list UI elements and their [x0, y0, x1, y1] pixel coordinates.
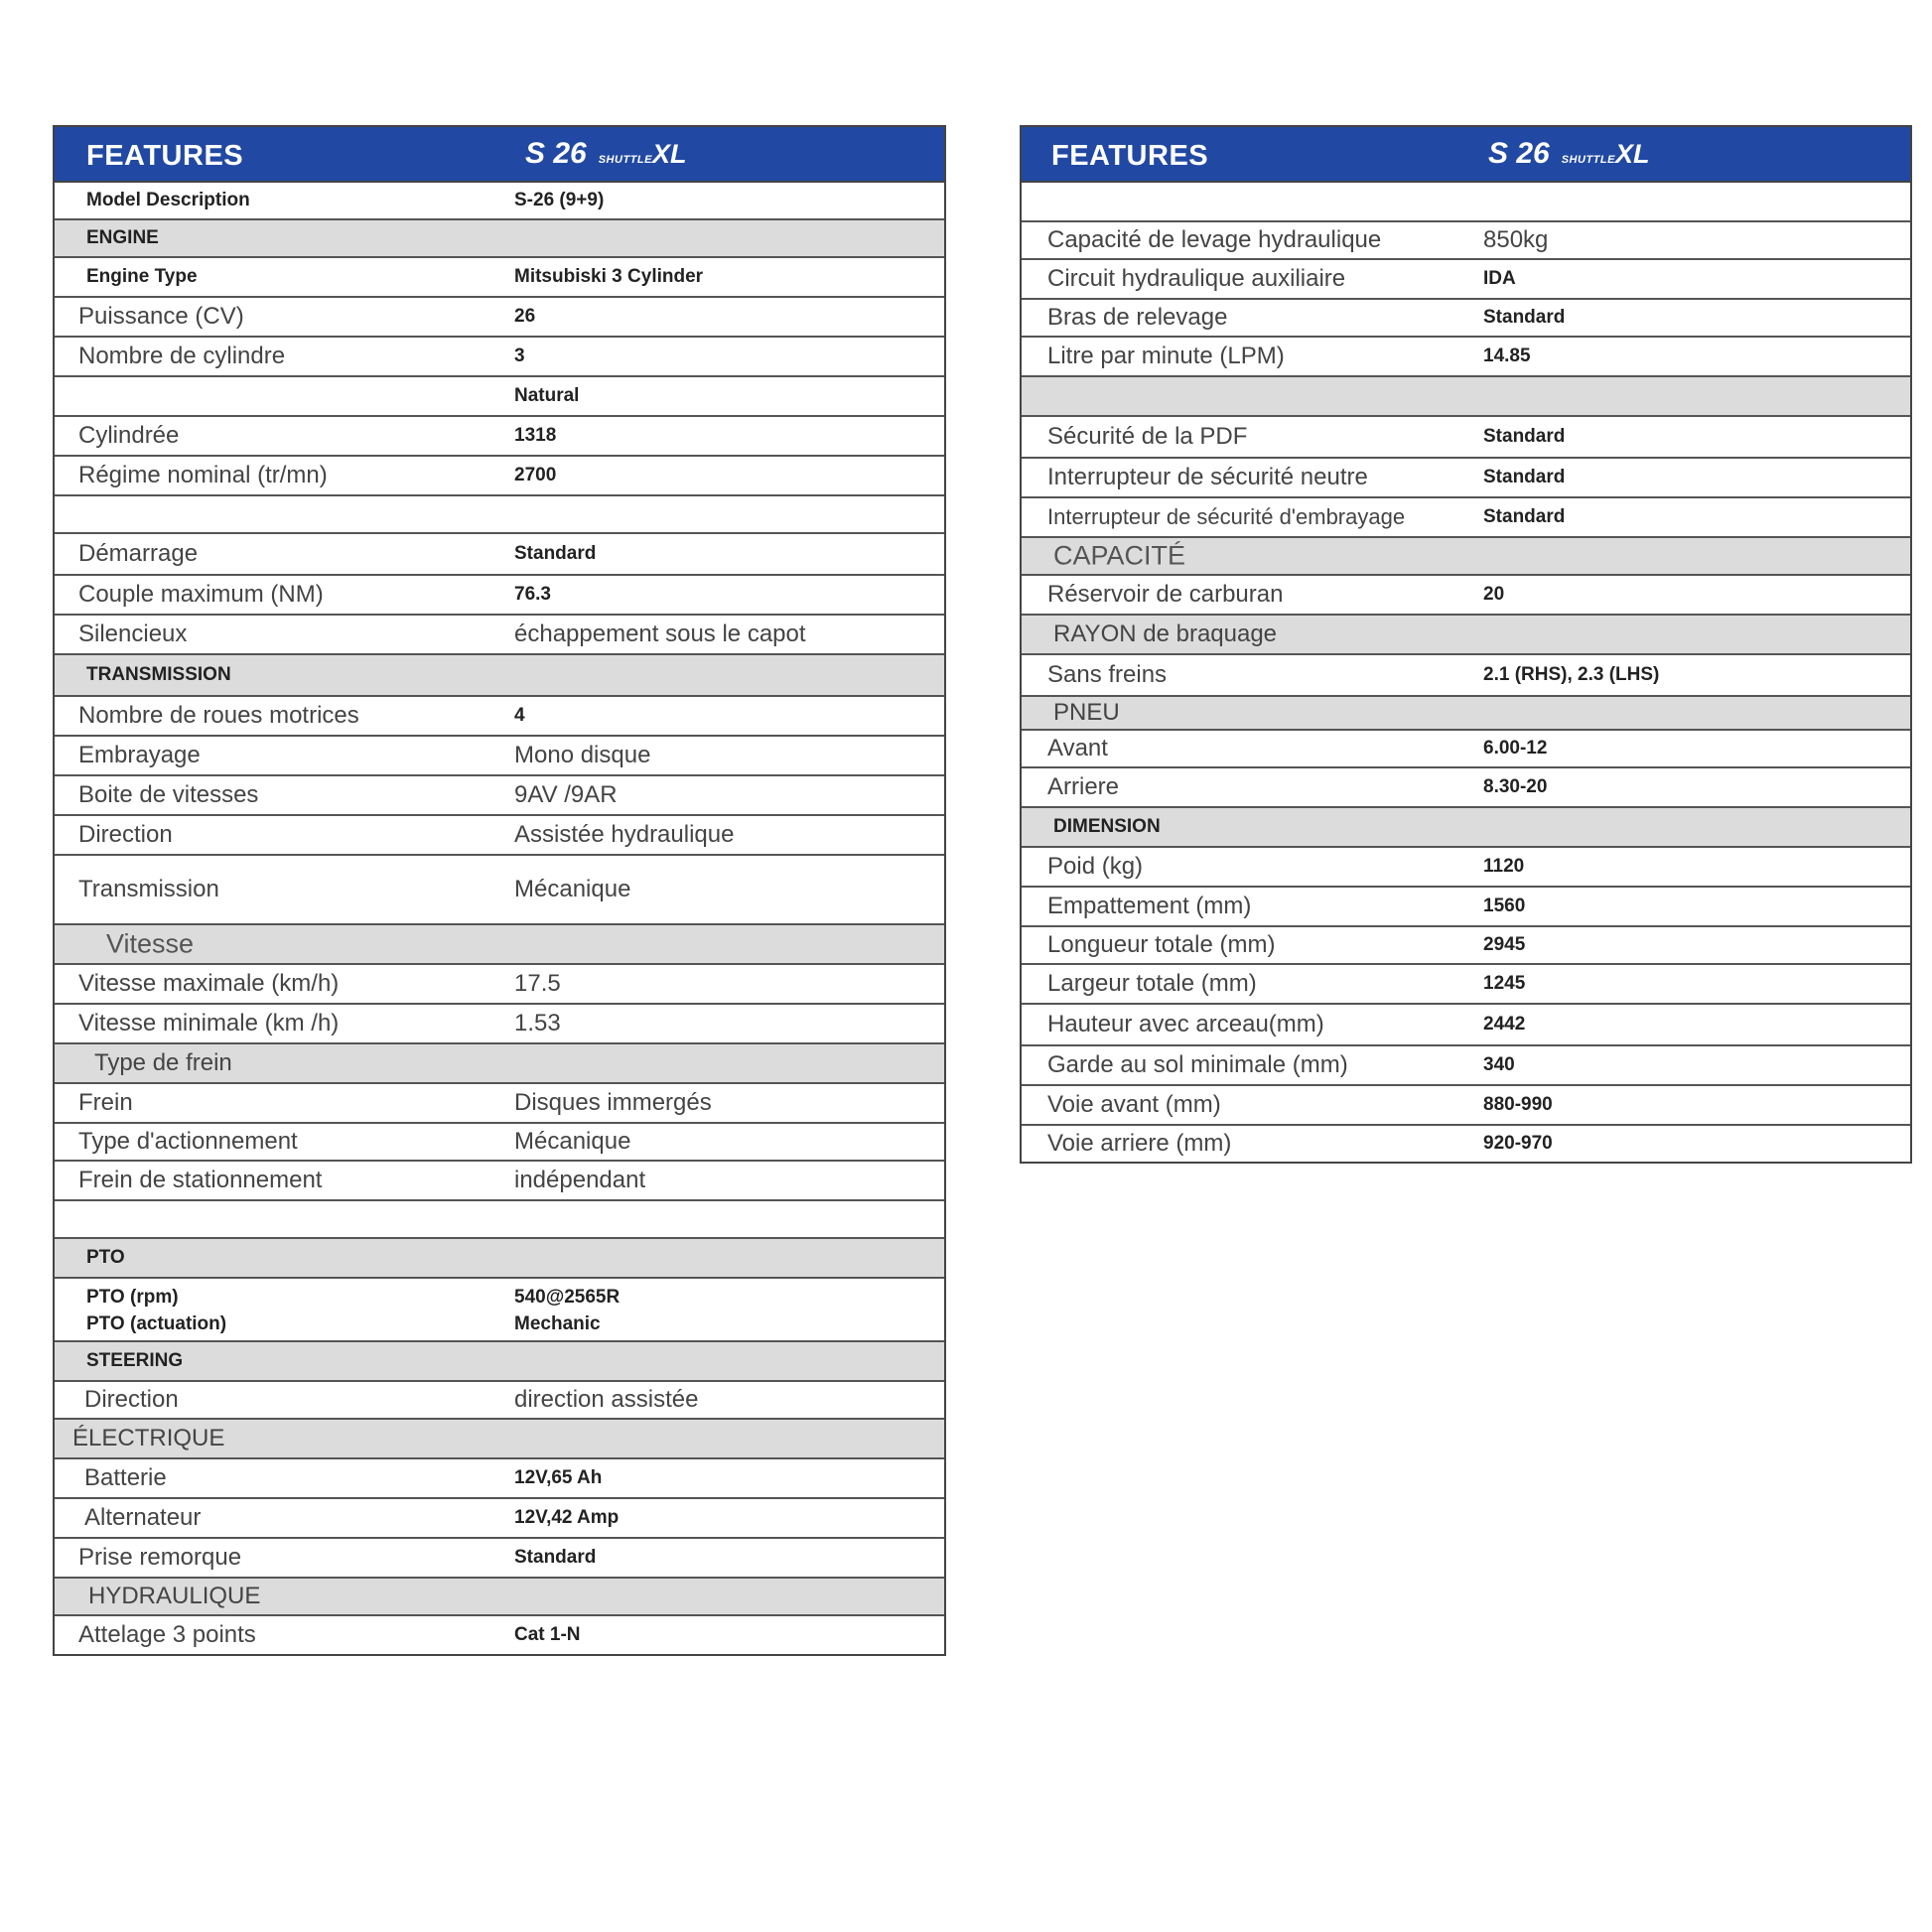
table-row	[55, 1459, 944, 1499]
row-label: Avant	[1047, 735, 1108, 761]
table-row	[55, 534, 944, 576]
row-label: Longueur totale (mm)	[1047, 931, 1276, 958]
row-label: Empattement (mm)	[1047, 893, 1252, 919]
row-label: Alternateur	[84, 1504, 202, 1531]
s26-shuttle-xl-logo: S 26 SHUTTLE XL	[525, 137, 687, 170]
row-value: Standard	[1483, 426, 1566, 447]
table-row	[1022, 927, 1910, 965]
row-label: Circuit hydraulique auxiliaire	[1047, 265, 1346, 292]
table-row	[55, 1539, 944, 1579]
row-label: Sans freins	[1047, 661, 1168, 688]
table-row	[1022, 965, 1910, 1005]
row-value: 850kg	[1483, 226, 1549, 253]
table-row	[55, 417, 944, 457]
table-row	[55, 183, 944, 220]
section-row	[1022, 697, 1910, 731]
row-value: Standard	[514, 543, 597, 564]
table-row	[55, 856, 944, 925]
table-row	[55, 965, 944, 1005]
row-label: Model Description	[86, 190, 250, 210]
row-value: 12V,65 Ah	[514, 1467, 603, 1488]
row-value: S-26 (9+9)	[514, 190, 605, 210]
row-value: 26	[514, 306, 536, 327]
s26-shuttle-xl-logo: S 26 SHUTTLE XL	[1488, 137, 1650, 170]
table-row	[55, 1382, 944, 1420]
row-value: 76.3	[514, 584, 551, 605]
section-title: PTO	[86, 1247, 125, 1268]
row-value: 4	[514, 705, 525, 726]
row-label: Frein	[78, 1089, 133, 1116]
row-value: 14.85	[1483, 345, 1531, 366]
row-label: Litre par minute (LPM)	[1047, 343, 1285, 369]
row-value: Disques immergés	[514, 1089, 712, 1116]
table-row	[1022, 1005, 1910, 1046]
row-label: Hauteur avec arceau(mm)	[1047, 1011, 1324, 1037]
row-label: Transmission	[78, 876, 219, 902]
table-row	[55, 496, 944, 534]
row-label: Réservoir de carburan	[1047, 581, 1284, 608]
section-title: PNEU	[1053, 699, 1120, 726]
table-row	[1022, 260, 1910, 300]
row-value: 1318	[514, 425, 557, 446]
features-table-left	[53, 125, 946, 1656]
row-label: Arriere	[1047, 773, 1120, 800]
row-value: Standard	[1483, 467, 1566, 487]
table-row	[55, 737, 944, 776]
row-value: 8.30-20	[1483, 776, 1548, 797]
row-label: Nombre de roues motrices	[78, 702, 359, 729]
section-title: Type de frein	[94, 1049, 232, 1076]
section-row	[1022, 538, 1910, 576]
table-row	[55, 576, 944, 616]
row-label: Sécurité de la PDF	[1047, 423, 1248, 450]
section-row	[55, 1239, 944, 1279]
row-label: Nombre de cylindre	[78, 343, 286, 369]
row-label: Frein de stationnement	[78, 1167, 323, 1193]
row-value: 1245	[1483, 973, 1526, 994]
row-label: Vitesse maximale (km/h)	[78, 970, 340, 997]
row-label: Capacité de levage hydraulique	[1047, 226, 1382, 253]
table-row	[55, 298, 944, 338]
row-label: Puissance (CV)	[78, 303, 244, 330]
section-title: ÉLECTRIQUE	[72, 1425, 225, 1451]
table-row	[55, 1084, 944, 1124]
row-label: Voie arriere (mm)	[1047, 1130, 1232, 1157]
row-value: Standard	[514, 1547, 597, 1568]
row-label: Largeur totale (mm)	[1047, 970, 1257, 997]
row-label: Type d'actionnement	[78, 1128, 298, 1155]
table-row	[1022, 300, 1910, 338]
row-value: Mitsubiski 3 Cylinder	[514, 266, 704, 287]
section-title: ENGINE	[86, 227, 159, 248]
row-label: Direction	[78, 821, 173, 848]
table-row	[1022, 576, 1910, 616]
row-value: 2.1 (RHS), 2.3 (LHS)	[1483, 664, 1660, 685]
row-label: Embrayage	[78, 742, 201, 768]
features-title: FEATURES	[86, 140, 244, 172]
section-row	[1022, 377, 1910, 417]
row-label: Bras de relevage	[1047, 304, 1228, 331]
table-row	[1022, 655, 1910, 697]
row-value: Mécanique	[514, 1128, 631, 1155]
table-row	[1022, 731, 1910, 768]
row-value: 880-990	[1483, 1094, 1553, 1115]
table-row	[55, 457, 944, 496]
section-row	[55, 655, 944, 697]
row-value: direction assistée	[514, 1386, 699, 1413]
row-value: Assistée hydraulique	[514, 821, 735, 848]
row-label: Voie avant (mm)	[1047, 1091, 1221, 1118]
row-value: échappement sous le capot	[514, 621, 806, 647]
row-value: 2945	[1483, 934, 1526, 955]
section-title: STEERING	[86, 1350, 184, 1371]
row-label: Cylindrée	[78, 422, 180, 449]
row-value: 340	[1483, 1054, 1515, 1075]
table-row	[55, 1124, 944, 1162]
section-row	[55, 925, 944, 965]
row-label: PTO (actuation)	[86, 1313, 227, 1334]
section-title: Vitesse	[106, 928, 195, 959]
section-row	[1022, 808, 1910, 848]
table-row	[55, 697, 944, 737]
row-value: Standard	[1483, 307, 1566, 328]
row-label: Boite de vitesses	[78, 781, 259, 808]
row-label: PTO (rpm)	[86, 1287, 179, 1308]
row-value: 3	[514, 345, 525, 366]
section-row	[55, 1342, 944, 1382]
section-row	[55, 1044, 944, 1084]
section-title: CAPACITÉ	[1053, 540, 1186, 571]
table-row	[1022, 417, 1910, 459]
row-label: Démarrage	[78, 540, 199, 567]
section-row	[1022, 616, 1910, 655]
table-row	[55, 1162, 944, 1201]
row-label: Direction	[84, 1386, 179, 1413]
section-title: DIMENSION	[1053, 816, 1161, 837]
row-value: Mechanic	[514, 1313, 601, 1334]
row-label: Engine Type	[86, 266, 198, 287]
table-row	[1022, 459, 1910, 498]
table-row	[55, 776, 944, 816]
row-label: Prise remorque	[78, 1544, 242, 1571]
row-value: 12V,42 Amp	[514, 1507, 620, 1528]
row-label: Garde au sol minimale (mm)	[1047, 1051, 1348, 1078]
table-header	[55, 127, 944, 183]
table-row	[1022, 1086, 1910, 1126]
row-label: Poid (kg)	[1047, 853, 1144, 880]
row-value: 540@2565R	[514, 1287, 621, 1308]
section-title: RAYON de braquage	[1053, 621, 1278, 647]
features-title: FEATURES	[1051, 140, 1209, 172]
table-row	[1022, 888, 1910, 927]
table-row	[1022, 498, 1910, 538]
row-label: Interrupteur de sécurité d'embrayage	[1047, 504, 1406, 529]
row-value: 1560	[1483, 896, 1526, 916]
section-row	[55, 220, 944, 258]
row-label: Interrupteur de sécurité neutre	[1047, 464, 1368, 490]
row-label: Régime nominal (tr/mn)	[78, 462, 328, 488]
section-row	[55, 1420, 944, 1459]
section-title: HYDRAULIQUE	[88, 1583, 261, 1609]
table-row	[55, 1499, 944, 1539]
row-value: 9AV /9AR	[514, 781, 618, 808]
table-row	[1022, 222, 1910, 260]
table-row	[55, 1279, 944, 1342]
table-row	[1022, 1126, 1910, 1162]
table-row	[1022, 768, 1910, 808]
features-table-right	[1020, 125, 1912, 1164]
row-value: Standard	[1483, 506, 1566, 527]
row-value: 17.5	[514, 970, 561, 997]
row-value: Mono disque	[514, 742, 651, 768]
row-value: 2442	[1483, 1014, 1526, 1035]
row-label: Attelage 3 points	[78, 1621, 256, 1648]
row-label: Couple maximum (NM)	[78, 581, 324, 608]
table-row	[55, 1005, 944, 1044]
row-label: Batterie	[84, 1464, 167, 1491]
table-row	[55, 258, 944, 298]
row-value: Mécanique	[514, 876, 631, 902]
row-value: 20	[1483, 584, 1505, 605]
row-value: 1.53	[514, 1010, 561, 1036]
row-value: 920-970	[1483, 1133, 1553, 1154]
table-row	[1022, 183, 1910, 222]
row-value: Natural	[514, 385, 580, 406]
table-row	[55, 1201, 944, 1239]
table-row	[55, 1616, 944, 1654]
row-value: Cat 1-N	[514, 1624, 581, 1645]
table-row	[55, 338, 944, 377]
row-value: 1120	[1483, 856, 1525, 877]
table-row	[55, 377, 944, 417]
row-value: 6.00-12	[1483, 738, 1548, 759]
row-value: indépendant	[514, 1167, 646, 1193]
row-label: Vitesse minimale (km /h)	[78, 1010, 340, 1036]
section-row	[55, 1579, 944, 1616]
section-title: TRANSMISSION	[86, 664, 231, 685]
table-header	[1022, 127, 1910, 183]
row-value: IDA	[1483, 268, 1516, 289]
table-row	[55, 816, 944, 856]
row-label: Silencieux	[78, 621, 188, 647]
row-value: 2700	[514, 465, 557, 485]
table-row	[1022, 1046, 1910, 1086]
table-row	[55, 616, 944, 655]
table-row	[1022, 338, 1910, 377]
table-row	[1022, 848, 1910, 888]
